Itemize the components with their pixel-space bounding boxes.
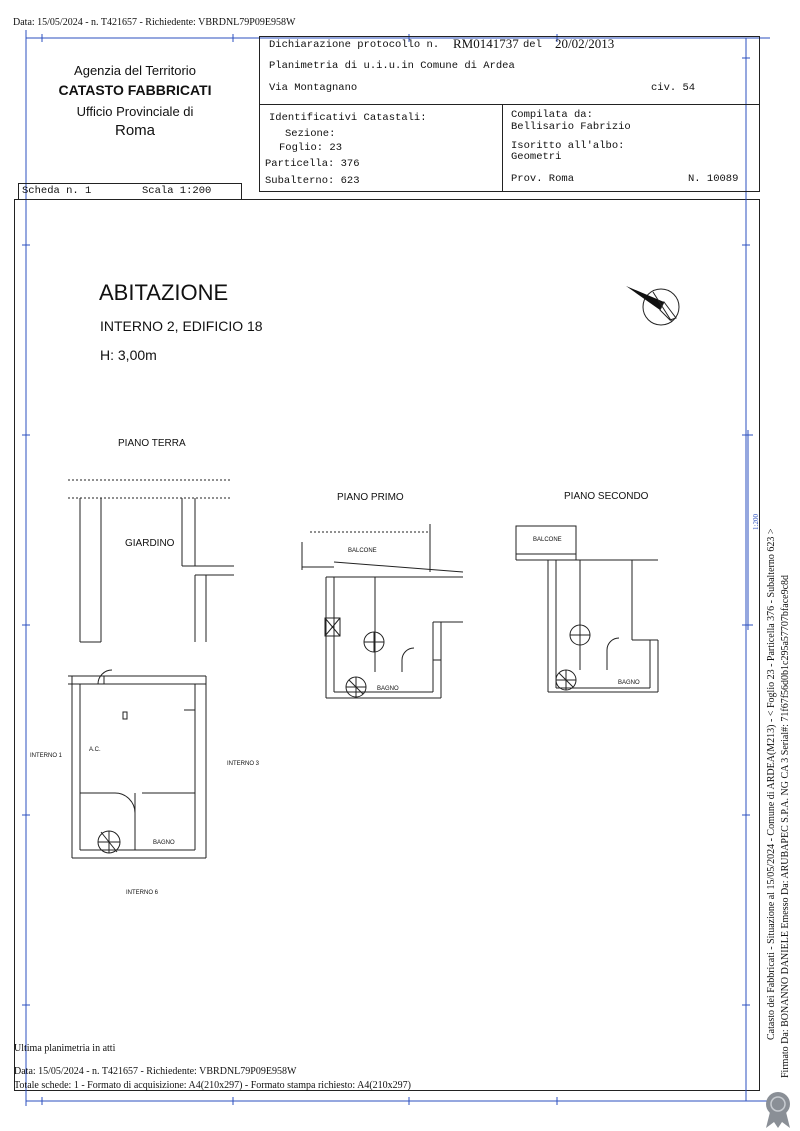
seal-badge-icon	[760, 1088, 796, 1130]
room-bagno-primo: BAGNO	[377, 686, 399, 692]
header-vdivider	[502, 104, 503, 192]
prov: Prov. Roma	[511, 173, 575, 185]
subtitle: INTERNO 2, EDIFICIO 18	[100, 318, 263, 334]
room-bagno-terra: BAGNO	[153, 840, 175, 846]
height-label: H: 3,00m	[100, 347, 157, 363]
page-title: ABITAZIONE	[99, 280, 229, 305]
side-text-catasto: Catasto dei Fabbricati - Situazione al 15/05/2024 - Comune di ARDEA(M213) - < Foglio 23 - Particella 376 - Subalterno 623 >	[766, 528, 777, 1040]
floor-label-terra: PIANO TERRA	[118, 438, 186, 449]
agency-name: Agenzia del Territorio	[74, 63, 196, 78]
top-meta: Data: 15/05/2024 - n. T421657 - Richiedente: VBRDNL79P09E958W	[13, 17, 296, 28]
protocollo-number: RM0141737	[453, 36, 519, 51]
footer-ultima: Ultima planimetria in atti	[14, 1043, 116, 1054]
foglio: Foglio: 23	[279, 142, 343, 154]
scala: Scala 1:200	[142, 185, 212, 197]
dichiarazione-label: Dichiarazione protocollo n.	[269, 39, 440, 51]
room-balcone-secondo: BALCONE	[533, 537, 562, 543]
scheda-number: Scheda n. 1	[22, 185, 92, 197]
agency-ufficio: Ufficio Provinciale di	[76, 104, 194, 119]
side-scale-label: 1:200	[752, 514, 760, 530]
room-interno1: INTERNO 1	[30, 753, 63, 759]
compilata-label: Compilata da:	[511, 109, 593, 121]
room-ac: A.C.	[89, 747, 101, 753]
footer-data: Data: 15/05/2024 - n. T421657 - Richiedente: VBRDNL79P09E958W	[14, 1066, 297, 1077]
side-text-signature: Firmato Da: BONANNO DANIELE Emesso Da: ARUBAPEC S.P.A. NG CA 3 Serial#: 71f67f56d0b1c295a57707bface9c8d	[780, 574, 791, 1078]
del-label: del	[523, 39, 542, 51]
room-interno6: INTERNO 6	[126, 890, 159, 896]
room-balcone-primo: BALCONE	[348, 548, 377, 554]
via-text: Via Montagnano	[269, 82, 358, 94]
civ-text: civ. 54	[651, 82, 696, 94]
floor-label-primo: PIANO PRIMO	[337, 492, 404, 503]
protocollo-date: 20/02/2013	[555, 36, 615, 51]
planimetria-text: Planimetria di u.i.u.in Comune di Ardea	[269, 60, 515, 72]
room-interno3: INTERNO 3	[227, 761, 260, 767]
agency-catasto: CATASTO FABBRICATI	[58, 82, 212, 98]
albo: Geometri	[511, 151, 562, 163]
room-bagno-secondo: BAGNO	[618, 680, 640, 686]
agency-city: Roma	[114, 122, 155, 139]
plan-piano-primo	[298, 522, 463, 707]
compilata-name: Bellisario Fabrizio	[511, 121, 631, 133]
north-arrow-icon	[620, 280, 686, 330]
header-divider	[259, 104, 760, 105]
identificativi-title: Identificativi Catastali:	[269, 112, 427, 124]
room-giardino: GIARDINO	[125, 538, 175, 549]
subalterno: Subalterno: 623	[265, 175, 360, 187]
plan-piano-secondo	[512, 520, 662, 700]
sezione: Sezione:	[285, 128, 336, 140]
side-scale-bar	[740, 430, 760, 630]
iscritto-label: Isoritto all'albo:	[511, 140, 625, 152]
particella: Particella: 376	[265, 158, 360, 170]
floor-label-secondo: PIANO SECONDO	[564, 491, 649, 502]
footer-totale: Totale schede: 1 - Formato di acquisizione: A4(210x297) - Formato stampa richiesto: A4(210x297)	[14, 1080, 411, 1091]
numero-albo: N. 10089	[688, 173, 739, 185]
plan-piano-terra	[60, 470, 250, 860]
